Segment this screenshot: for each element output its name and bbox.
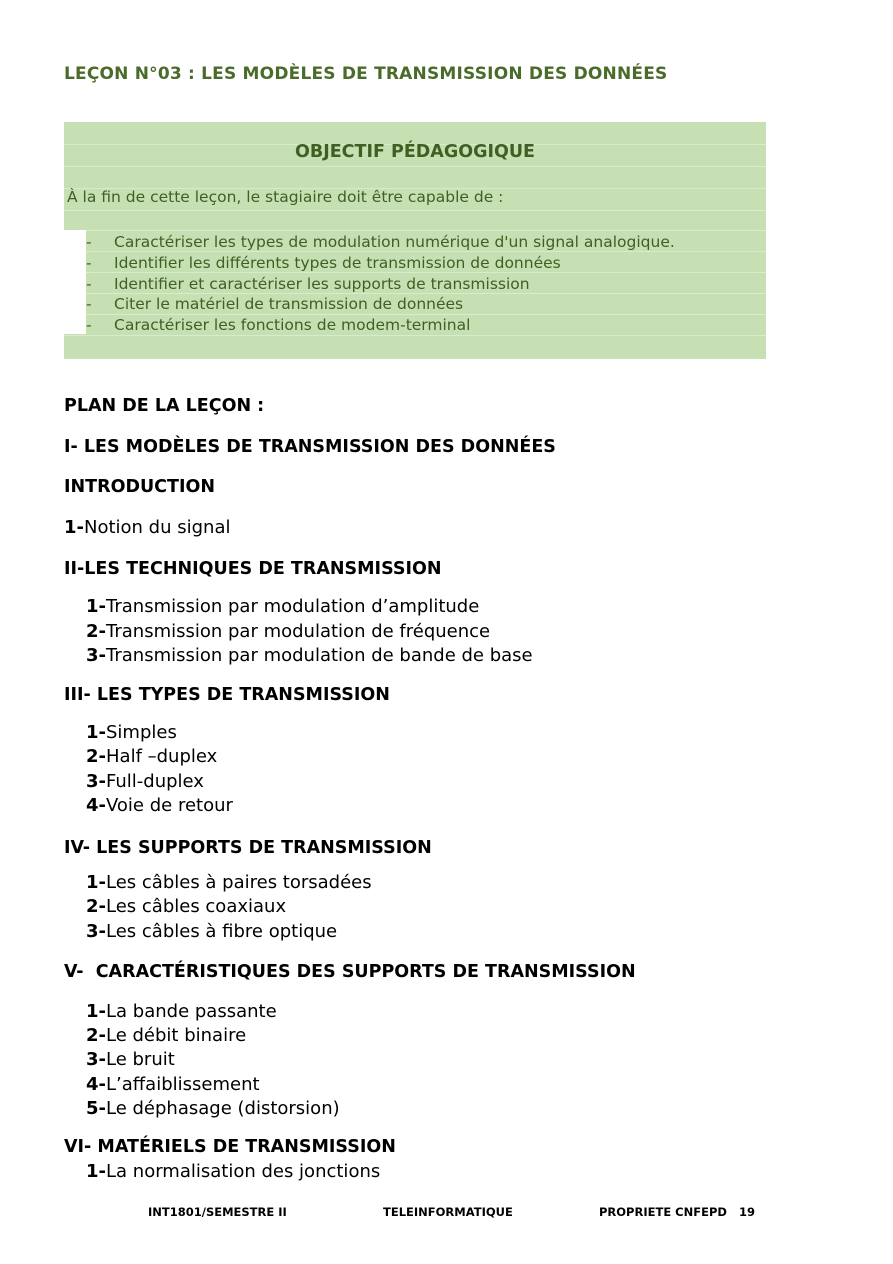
objective-list	[86, 232, 675, 336]
section-6-title: VI- MATÉRIELS DE TRANSMISSION	[64, 1137, 396, 1157]
list-item: 1-Transmission par modulation d’amplitude	[86, 596, 480, 617]
section-3-title: III- LES TYPES DE TRANSMISSION	[64, 685, 390, 705]
bullet-dash: -	[86, 253, 92, 272]
objective-item: - Identifier et caractériser les supports de transmission	[86, 274, 530, 293]
bullet-dash: -	[86, 274, 92, 293]
objective-item: - Identifier les différents types de transmission de données	[86, 253, 561, 272]
list-item: 2-Le débit binaire	[86, 1025, 247, 1046]
objective-notch	[64, 230, 86, 334]
objective-intro: À la fin de cette leçon, le stagiaire doit être capable de :	[67, 188, 504, 206]
list-item: 2-Les câbles coaxiaux	[86, 896, 287, 917]
bullet-dash: -	[86, 233, 92, 251]
list-item: 4-L’affaiblissement	[86, 1074, 260, 1095]
list-item: 1-Simples	[86, 722, 177, 743]
list-item: 2-Half –duplex	[86, 746, 218, 767]
footer-subject: TELEINFORMATIQUE	[383, 1205, 513, 1219]
list-item: 5-Le déphasage (distorsion)	[86, 1098, 340, 1119]
bullet-dash: -	[86, 316, 92, 335]
list-item: 3-Les câbles à fibre optique	[86, 921, 338, 942]
footer-course-code: INT1801/SEMESTRE II	[148, 1205, 287, 1219]
lesson-title: LEÇON N°03 : LES MODÈLES DE TRANSMISSION DES DONNÉES	[64, 64, 668, 84]
footer-owner: PROPRIETE CNFEPD	[599, 1205, 727, 1219]
list-item: 3-Full-duplex	[86, 771, 204, 792]
objective-item: - Caractériser les types de modulation numérique d'un signal analogique.	[86, 233, 675, 251]
footer-page-number: 19	[739, 1205, 756, 1219]
plan-title: PLAN DE LA LEÇON :	[64, 396, 265, 416]
objective-item: - Citer le matériel de transmission de données	[86, 295, 464, 314]
objective-item: - Caractériser les fonctions de modem-terminal	[86, 316, 471, 335]
list-item: 4-Voie de retour	[86, 795, 233, 816]
list-item: 3-Le bruit	[86, 1049, 175, 1070]
section-4-title: IV- LES SUPPORTS DE TRANSMISSION	[64, 838, 432, 858]
section-5-title: V- CARACTÉRISTIQUES DES SUPPORTS DE TRANSMISSION	[64, 962, 636, 982]
list-item: 1-Les câbles à paires torsadées	[86, 872, 372, 893]
objective-box	[64, 122, 766, 359]
section-1-intro: INTRODUCTION	[64, 477, 215, 497]
list-item: 1-Notion du signal	[64, 517, 231, 538]
section-1-title: I- LES MODÈLES DE TRANSMISSION DES DONNÉES	[64, 437, 556, 457]
objective-heading: OBJECTIF PÉDAGOGIQUE	[294, 142, 536, 162]
list-item: 2-Transmission par modulation de fréquence	[86, 621, 491, 642]
section-2-title: II-LES TECHNIQUES DE TRANSMISSION	[64, 559, 442, 579]
list-item: 3-Transmission par modulation de bande de base	[86, 645, 533, 666]
bullet-dash: -	[86, 295, 92, 314]
list-item: 1-La bande passante	[86, 1001, 277, 1022]
list-item: 1-La normalisation des jonctions	[86, 1161, 381, 1182]
